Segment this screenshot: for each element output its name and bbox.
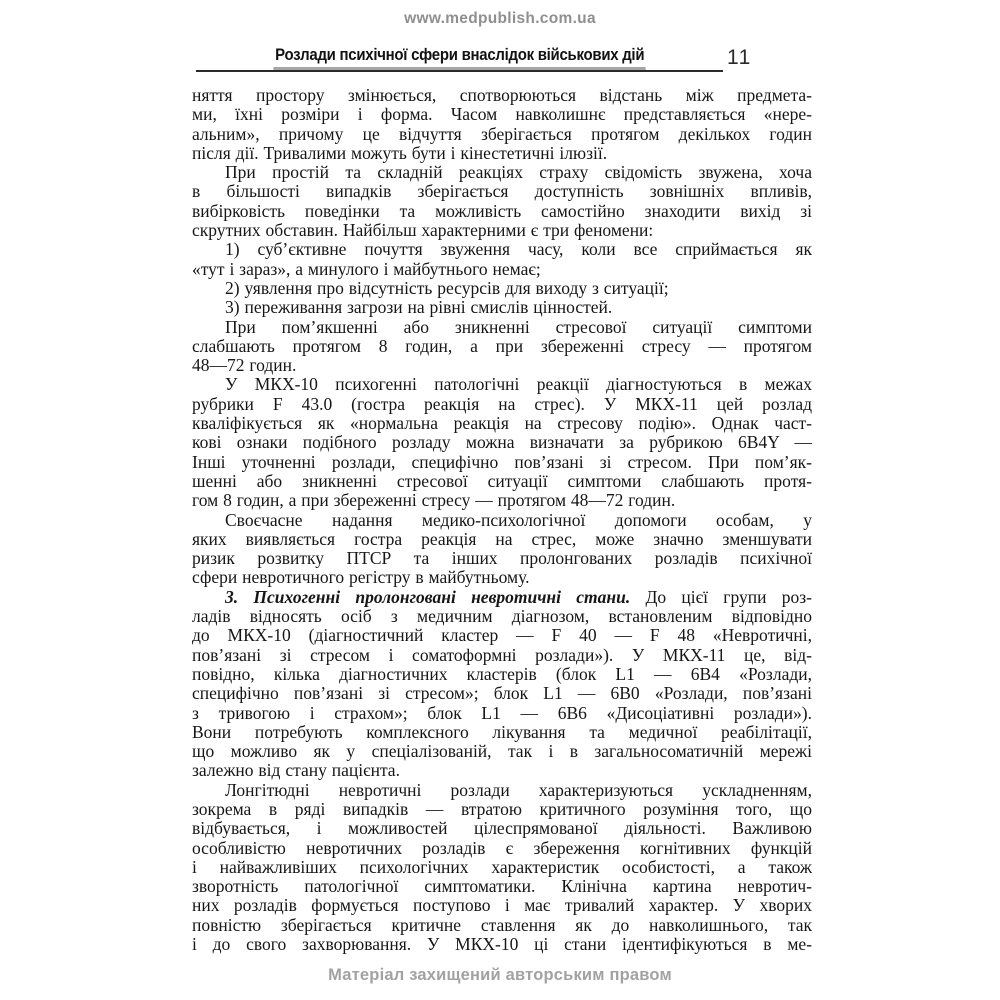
text-line: скрутних обставин. Найбільш характерними є три феномени: <box>192 220 654 241</box>
text-line: яких виявляється гостра реакція на стрес, може значно зменшувати <box>192 528 812 549</box>
text-line: особливістю невротичних розладів є збереження когнітивних функцій <box>192 837 812 858</box>
text-line: 3) переживання загрози на рівні смислів цінностей. <box>225 297 613 318</box>
text-line: ладів відносять осіб з медичним діагнозом, встановленим відповідно <box>192 606 812 627</box>
text-line: Вони потребують комплексного лікування та медичної реабілітації, <box>192 721 812 742</box>
text-line: в більшості випадків зберігається доступність зовнішніх впливів, <box>192 181 812 202</box>
text-line: специфічно пов’язані зі стресом»; блок L1 — 6B0 «Розлади, пов’язані <box>192 683 812 704</box>
text-line: альним», причому це відчуття зберігається протягом декількох годин <box>192 123 812 144</box>
text-line: відбувається, і можливостей цілеспрямованої діяльності. Важливою <box>192 818 812 839</box>
text-line: При пом’якшенні або зникненні стресової ситуації симптоми <box>225 316 812 337</box>
text-line: кові ознаки подібного розладу можна визначати за рубрикою 6B4Y — <box>192 432 812 453</box>
text-line: Лонгітюдні невротичні розлади характеризуються ускладненням, <box>225 779 812 800</box>
text-line: сфери невротичного регістру в майбутньому. <box>192 567 530 588</box>
text-line: вибірковість поведінки та можливість самостійно знаходити вихід зі <box>192 200 812 221</box>
text-line: няття простору змінюється, спотворюються відстань між предмета- <box>192 85 812 105</box>
text-line: них розладів формується поступово і має тривалий характер. У хворих <box>192 895 812 916</box>
text-line: і до свого захворювання. У МКХ-10 ці стани ідентифікуються в ме- <box>192 934 812 955</box>
text-line: після дії. Тривалими можуть бути і кінестетичні ілюзії. <box>192 142 608 163</box>
text-line: Своєчасне надання медико-психологічної допомоги особам, у <box>225 509 812 530</box>
text-line: повідно, кілька діагностичних кластерів (блок L1 — 6B4 «Розлади, <box>192 663 812 684</box>
header-rule <box>196 70 723 72</box>
copyright-notice: Матеріал захищений авторським правом <box>328 966 672 984</box>
text-column <box>192 86 812 954</box>
text-line <box>192 588 812 607</box>
text-line: ми, їхні розміри і форма. Часом навколишнє представляється «нере- <box>192 104 812 125</box>
text-line: зокрема в ряді випадків — втратою критичного розуміння того, що <box>192 798 812 819</box>
text-line: слабшають протягом 8 годин, а при збереженні стресу — протягом <box>192 335 812 356</box>
text-line: ризик розвитку ПТСР та інших пролонгованих розладів психічної <box>192 548 812 569</box>
text-line: з тривогою і страхом»; блок L1 — 6B6 «Дисоціативні розлади»). <box>192 702 812 723</box>
section-heading-inline: 3. Психогенні пролонговані невротичні стани. <box>225 586 631 607</box>
text-line: зворотність патологічної симптоматики. Клінічна картина невротич- <box>192 876 812 897</box>
publisher-url-watermark: www.medpublish.com.ua <box>404 10 596 27</box>
text-line: гом 8 годин, а при збереженні стресу — протягом 48—72 годин. <box>192 490 676 511</box>
text-line: У МКХ-10 психогенні патологічні реакції діагностуються в межах <box>225 374 812 395</box>
running-head-title: Розлади психічної сфери внаслідок військових дій <box>273 45 646 71</box>
text-span: До цієї групи роз- <box>630 586 812 607</box>
text-line: до МКХ-10 (діагностичний кластер — F 40 — F 48 «Невротичні, <box>192 625 812 646</box>
text-line: повністю зберігається критичне ставлення як до навколишнього, так <box>192 914 812 935</box>
text-line: 48—72 годин. <box>192 355 297 376</box>
text-line: «тут і зараз», а минулого і майбутнього немає; <box>192 258 541 279</box>
text-line: рубрики F 43.0 (гостра реакція на стрес). У МКХ-11 цей розлад <box>192 393 812 414</box>
text-line: 1) суб’єктивне почуття звуження часу, коли все сприймається як <box>225 239 812 260</box>
text-line: що можливо як у спеціалізованій, так і в загальносоматичній мережі <box>192 741 812 762</box>
text-line: 2) уявлення про відсутність ресурсів для виходу з ситуації; <box>225 277 669 298</box>
text-line: залежно від стану пацієнта. <box>192 760 400 781</box>
text-line: При простій та складній реакціях страху свідомість звужена, хоча <box>225 162 812 183</box>
page-number: 11 <box>727 46 752 69</box>
text-line: і найважливіших психологічних характеристик особистості, а також <box>192 856 812 877</box>
text-line: кваліфікується як «нормальна реакція на стресову подію». Однак част- <box>192 413 812 434</box>
text-line: пов’язані зі стресом і соматоформні розлади»). У МКХ-11 це, від- <box>192 644 812 665</box>
text-line: шенні або зникненні стресової ситуації симптоми слабшають протя- <box>192 470 812 491</box>
text-line: Інші уточненні розлади, специфічно пов’язані зі стресом. При пом’як- <box>192 451 812 472</box>
running-head <box>196 45 723 71</box>
